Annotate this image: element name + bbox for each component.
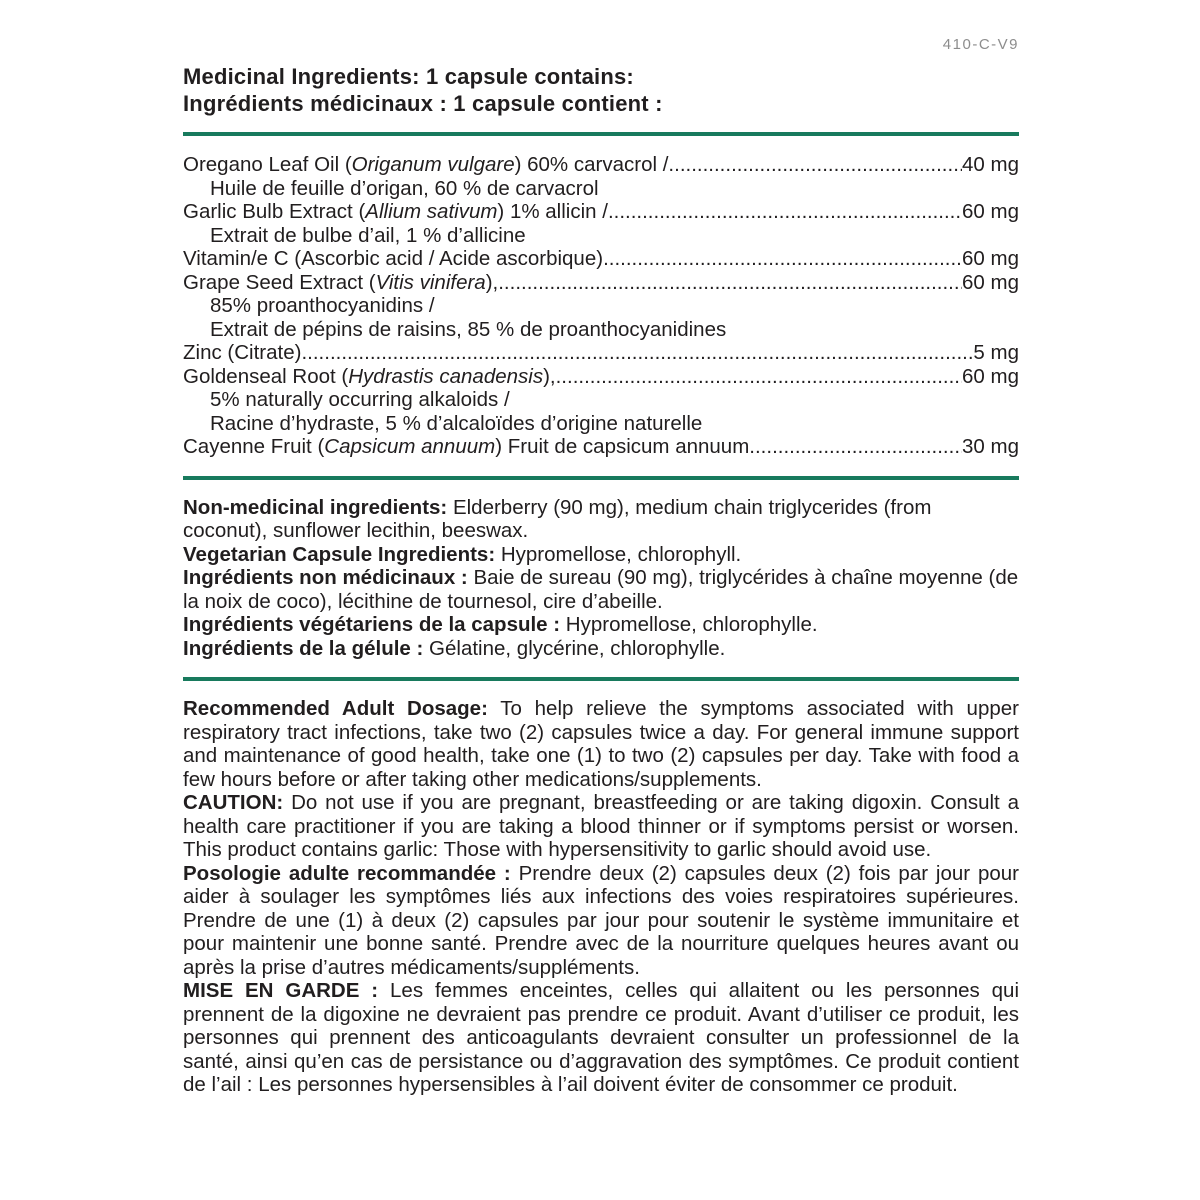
labeled-paragraph: Non-medicinal ingredients: Elderberry (90 mg), medium chain triglycerides (from coconut), sunflower lecithin, beeswax. bbox=[183, 495, 932, 542]
ingredient-row bbox=[183, 271, 1019, 295]
dot-leader bbox=[301, 341, 973, 365]
labeled-paragraph: Posologie adulte recommandée : Prendre deux (2) capsules deux (2) fois par jour pour aider à soulager les symptômes liés aux infections des voies respiratoires supérieures. Prendre de une (1) à deux (2) capsules par jour pour soutenir le système immunitaire et pour maintenir une bonne santé. Prendre avec de la nourriture quelques heures avant ou après la prise d’autres médicaments/suppléments. bbox=[183, 861, 1019, 979]
ingredient-row bbox=[183, 247, 1019, 271]
document-code: 410-C-V9 bbox=[942, 36, 1019, 53]
medicinal-ingredient-list bbox=[183, 153, 1019, 459]
ingredient-name: Vitamin/e C (Ascorbic acid / Acide ascorbique) bbox=[183, 247, 604, 270]
divider-rule-bottom bbox=[183, 677, 1019, 681]
ingredient-row bbox=[183, 153, 1019, 177]
ingredient-amount: 30 mg bbox=[962, 435, 1019, 458]
non-medicinal-section bbox=[183, 496, 1019, 661]
ingredient-name: Garlic Bulb Extract (Allium sativum) 1% allicin / bbox=[183, 200, 608, 223]
labeled-paragraph: MISE EN GARDE : Les femmes enceintes, celles qui allaitent ou les personnes qui prennent de la digoxine ne devraient pas prendre ce produit. Avant d’utiliser ce produit, les personnes qui prennent des anticoagulants devraient consulter un professionnel de la santé, ainsi qu’en cas de persistance ou d’aggravation des symptômes. Ce produit contient de l’ail : Les personnes hypersensibles à l’ail doivent éviter de consommer ce produit. bbox=[183, 979, 1019, 1096]
ingredient-amount: 5 mg bbox=[973, 341, 1019, 364]
divider-rule-middle bbox=[183, 476, 1019, 480]
ingredient-name: Grape Seed Extract (Vitis vinifera), bbox=[183, 270, 499, 294]
ingredient-name: Zinc (Citrate) bbox=[183, 341, 302, 364]
medicinal-heading-french: Ingrédients médicinaux : 1 capsule contient : bbox=[183, 91, 663, 116]
paragraph-lead: Vegetarian Capsule Ingredients: bbox=[183, 542, 496, 566]
ingredient-subline: 85% proanthocyanidins / bbox=[210, 294, 435, 317]
paragraph-lead: Non-medicinal ingredients: bbox=[183, 495, 448, 519]
paragraph-lead: MISE EN GARDE : bbox=[183, 979, 379, 1002]
dot-leader bbox=[603, 247, 962, 271]
ingredient-row bbox=[183, 365, 1019, 389]
ingredient-row bbox=[183, 200, 1019, 224]
paragraph-lead: Ingrédients de la gélule : bbox=[183, 636, 424, 660]
dot-leader bbox=[668, 153, 962, 177]
paragraph-lead: CAUTION: bbox=[183, 791, 284, 814]
ingredient-amount: 60 mg bbox=[962, 364, 1019, 388]
divider-rule-top bbox=[183, 132, 1019, 136]
ingredient-row bbox=[183, 341, 1019, 365]
paragraph-lead: Posologie adulte recommandée : bbox=[183, 861, 511, 885]
ingredient-amount: 60 mg bbox=[962, 247, 1019, 270]
ingredient-name: Oregano Leaf Oil (Origanum vulgare) 60% carvacrol / bbox=[183, 153, 669, 176]
ingredient-subline: Racine d’hydraste, 5 % d’alcaloïdes d’origine naturelle bbox=[210, 411, 703, 435]
labeled-paragraph: CAUTION: Do not use if you are pregnant, breastfeeding or are taking digoxin. Consult a health care practitioner if you are taking a blood thinner or if symptoms persist or worsen. This product contains garlic: Those with hypersensitivity to garlic should avoid use. bbox=[183, 791, 1019, 861]
label-content bbox=[183, 36, 1019, 1097]
medicinal-heading-english: Medicinal Ingredients: 1 capsule contains: bbox=[183, 64, 634, 89]
labeled-paragraph: Ingrédients non médicinaux : Baie de sureau (90 mg), triglycérides à chaîne moyenne (de la noix de coco), lécithine de tournesol, cire d’abeille. bbox=[183, 566, 1019, 613]
dot-leader bbox=[749, 435, 962, 459]
dot-leader bbox=[498, 271, 962, 295]
labeled-paragraph: Vegetarian Capsule Ingredients: Hypromellose, chlorophyll. bbox=[183, 542, 742, 566]
ingredient-subline: Huile de feuille d’origan, 60 % de carvacrol bbox=[210, 176, 599, 200]
ingredient-name: Cayenne Fruit (Capsicum annuum) Fruit de capsicum annuum bbox=[183, 435, 750, 458]
paragraph-lead: Ingrédients végétariens de la capsule : bbox=[183, 613, 561, 636]
medicinal-heading bbox=[183, 63, 1019, 117]
ingredient-amount: 60 mg bbox=[962, 200, 1019, 223]
dot-leader bbox=[608, 200, 962, 224]
paragraph-lead: Ingrédients non médicinaux : bbox=[183, 566, 468, 589]
paragraph-lead: Recommended Adult Dosage: bbox=[183, 697, 488, 720]
labeled-paragraph: Recommended Adult Dosage: To help relieve the symptoms associated with upper respiratory tract infections, take two (2) capsules twice a day. For general immune support and maintenance of good health, take one (1) to two (2) capsules per day. Take with food a few hours before or after taking other medications/supplements. bbox=[183, 697, 1019, 791]
ingredient-subline: Extrait de bulbe d’ail, 1 % d’allicine bbox=[210, 223, 526, 247]
ingredient-subline: 5% naturally occurring alkaloids / bbox=[210, 388, 510, 411]
labeled-paragraph: Ingrédients de la gélule : Gélatine, glycérine, chlorophylle. bbox=[183, 636, 726, 660]
ingredient-subline: Extrait de pépins de raisins, 85 % de proanthocyanidines bbox=[210, 317, 727, 341]
ingredient-amount: 40 mg bbox=[962, 153, 1019, 176]
ingredient-name: Goldenseal Root (Hydrastis canadensis), bbox=[183, 364, 556, 388]
dot-leader bbox=[556, 365, 962, 389]
labeled-paragraph: Ingrédients végétariens de la capsule : Hypromellose, chlorophylle. bbox=[183, 613, 818, 636]
ingredient-amount: 60 mg bbox=[962, 270, 1019, 294]
dosage-caution-section bbox=[183, 697, 1019, 1097]
ingredient-row bbox=[183, 435, 1019, 459]
